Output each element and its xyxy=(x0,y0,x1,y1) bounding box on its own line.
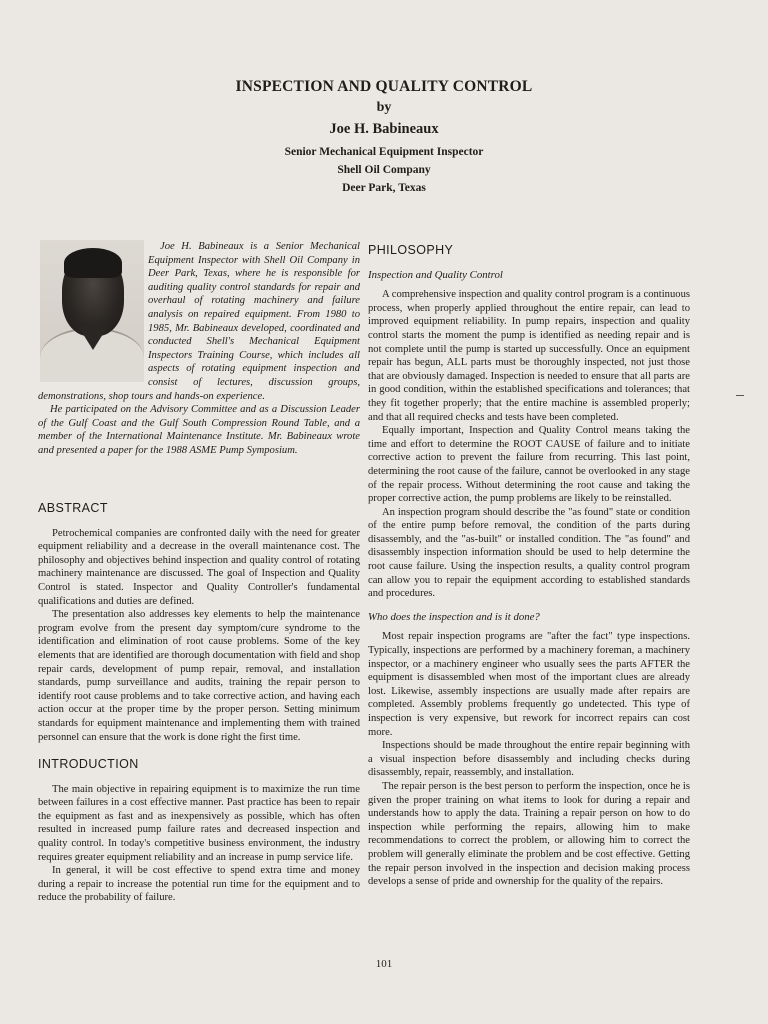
author-location: Deer Park, Texas xyxy=(342,182,426,194)
author-company: Shell Oil Company xyxy=(337,164,431,176)
bio-paragraph-1: Joe H. Babineaux is a Senior Mechanical Equipment Inspector with Shell Oil Company in Deer Park, Texas, where he is responsible for auditing quality control standards for repair and overhaul of rotating machinery and failure analysis on repaired equipment. From 1980 to 1985, Mr. Babineaux developed, coordinated and conducted Shell's Mechanical Equipment Inspectors Training Course, which includes all aspects of rotating equipment inspection and consist of lectures, discussion groups, demonstrations, shop tours and hands-on experience. xyxy=(38,241,360,402)
introduction-paragraph-1: The main objective in repairing equipment is to maximize the run time between failures in a cost effective manner. Past practice has been to repair the equipment as fast and as inexpensively as possible, which has often resulted in increased pump failure rates and decreased inspection and quality control. In today's competitive business environment, the industry requires greater equipment reliability and an increase in pump service life. xyxy=(38,783,360,863)
author-position: Senior Mechanical Equipment Inspector xyxy=(284,146,484,158)
who-paragraph-3: The repair person is the best person to perform the inspection, once he is given the proper training on what items to look for during a repair and understands how to apply the data. Training a repair person on how to do inspection while performing the repairs, allowing him to make recommendations to correct the problem, or allowing him to correct the problem will generally eliminate the problem and be cost effective. Getting the repair person involved in the inspection and decision making process develops a sense of pride and ownership for the quality of the repairs. xyxy=(368,780,690,888)
who-paragraph-1: Most repair inspection programs are "after the fact" type inspections. Typically, inspections are performed by a machinery foreman, a machinery inspector, or a machinery engineer who usually sees the parts AFTER the equipment is disassembled when most of the important clues are already lost. Likewise, assembly inspections are usually made after repairs are completed. Assembly problems frequently go undetected. This type of inspection is very expensive, but rework for incorrect repairs can cost more. xyxy=(368,631,690,738)
margin-mark xyxy=(736,395,744,396)
left-column xyxy=(38,502,360,905)
who-paragraph-2: Inspections should be made throughout the entire repair beginning with a visual inspection before disassembly and including checks during disassembly, repair, reassembly, and installation. xyxy=(368,740,690,779)
paper-title: INSPECTION AND QUALITY CONTROL xyxy=(235,78,533,95)
philosophy-heading: PHILOSOPHY xyxy=(368,243,454,257)
abstract-paragraph-2: The presentation also addresses key elements to help the maintenance program evolve from the present day symptom/cure syndrome to the identification and elimination of root cause problems. Some of the key elements that are identified are thorough documentation with field and shop repair cards, development of pump repair, removal, and installation standards, pump surveillance and audits, training the repair person to identify root cause problems and to take corrective action, and having each action occur at the proper time by the proper person. Setting minimum standards for equipment maintenance and implementing them with trained personnel can ensure that the work is done right the first time. xyxy=(38,609,360,743)
who-section-subheading: Who does the inspection and is it done? xyxy=(368,610,540,623)
philosophy-subheading: Inspection and Quality Control xyxy=(368,268,503,281)
philosophy-paragraph-2: Equally important, Inspection and Quality Control means taking the time and effort to determine the ROOT CAUSE of failure and to initiate corrective action to prevent the failure from recurring. This last point, determining the root cause of the failure, cannot be overlooked in any stage of the repair process. Without determining the root cause and taking the proper corrective action, the pump problems are likely to be reinstalled. xyxy=(368,425,690,505)
author-name: Joe H. Babineaux xyxy=(329,121,439,137)
introduction-heading: INTRODUCTION xyxy=(38,757,139,772)
right-column xyxy=(368,244,690,889)
abstract-heading: ABSTRACT xyxy=(38,501,108,515)
abstract-paragraph-1: Petrochemical companies are confronted daily with the need for greater equipment reliability and a decrease in the overall maintenance cost. The philosophy and objectives behind inspection and quality control of rotating machinery maintenance are discussed. The goal of Inspection and Quality Control is stated. Inspector and Quality Controller's fundamental qualifications and duties are defined. xyxy=(38,527,360,607)
author-biography xyxy=(38,240,360,458)
introduction-paragraph-2: In general, it will be cost effective to spend extra time and money during a repair to increase the potential run time for the equipment and to reduce the probability of failure. xyxy=(38,865,360,904)
philosophy-paragraph-3: An inspection program should describe the "as found" state or condition of the entire pump before removal, the condition of the parts during disassembly, and the "as-built" or installed condition. The "as found" and disassembly inspection information should be used to help determine the root cause failure. Using the inspection results, a quality control program can allow you to repair the equipment according to established standards and procedures. xyxy=(368,506,690,600)
bio-paragraph-2: He participated on the Advisory Committee and as a Discussion Leader of the Gulf Coast and the Gulf South Compression Round Table, and a member of the International Maintenance Institute. Mr. Babineaux wrote and presented a paper for the 1988 ASME Pump Symposium. xyxy=(38,404,360,456)
byline: by xyxy=(376,100,392,115)
page-number: 101 xyxy=(375,958,393,970)
philosophy-paragraph-1: A comprehensive inspection and quality control program is a continuous process, when properly applied throughout the entire repair, can lead to improved equipment reliability. In pump repairs, inspection and quality control starts the moment the pump is identified as needing repair and is not complete until the pump is started up successfully. Once an equipment repair has begun, ALL parts must be thoroughly inspected, not just those that are obviously damaged. Inspection is needed to ensure that all parts are in good condition, within the established specifications and tolerances; that they fit together properly; that the entire machine is assembled properly; and that all required checks and tests have been completed. xyxy=(368,289,690,423)
